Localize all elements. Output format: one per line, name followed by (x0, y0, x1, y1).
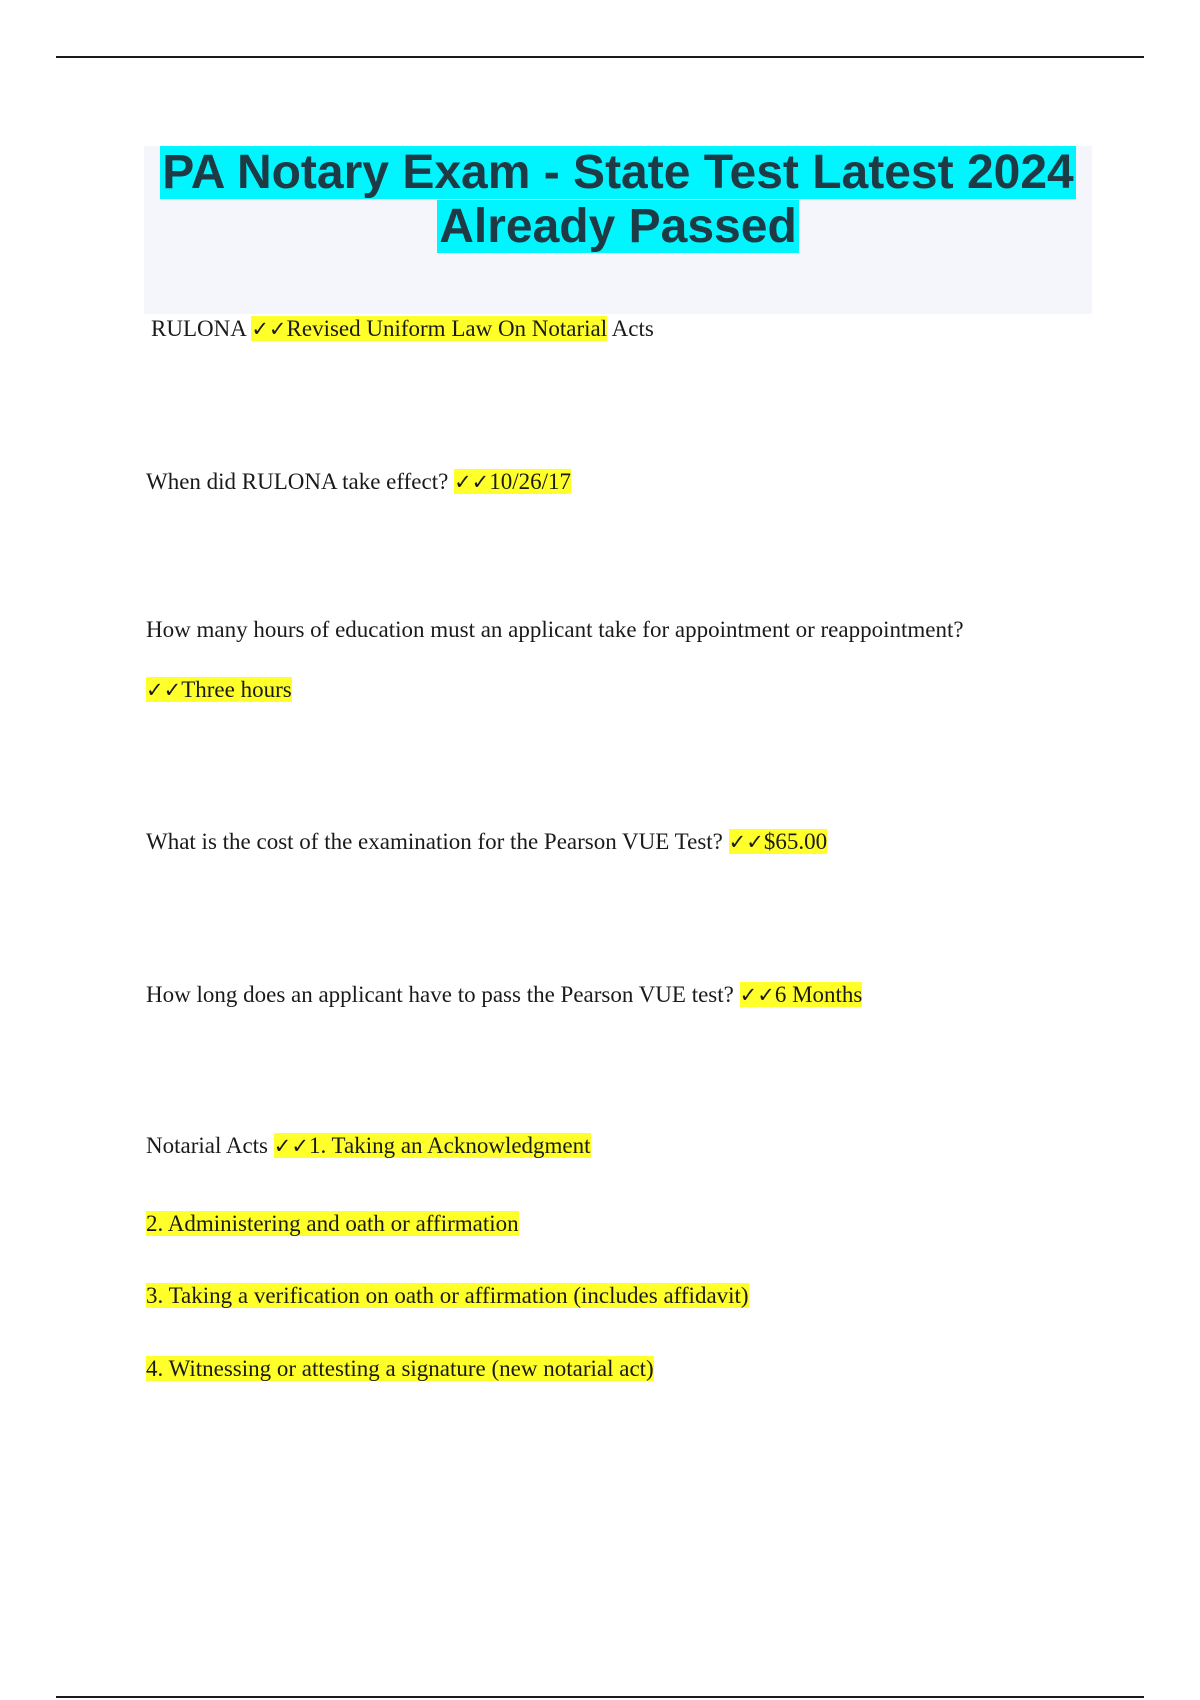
qa-item-notarial-acts (146, 1131, 591, 1161)
notarial-act-3 (146, 1281, 749, 1311)
qa-item-effective-date (146, 467, 571, 497)
question-text: How long does an applicant have to pass the Pearson VUE test? (146, 982, 740, 1007)
question-suffix: Acts (607, 316, 654, 341)
double-check-icon: ✓✓ (251, 317, 287, 341)
double-check-icon: ✓✓ (454, 470, 490, 494)
answer-text: Three hours (181, 677, 292, 702)
bottom-rule (56, 1696, 1144, 1698)
double-check-icon: ✓✓ (146, 678, 182, 702)
qa-answer-education-hours (146, 675, 292, 705)
answer-text: $65.00 (763, 829, 828, 854)
page-title-line-2: Already Passed (439, 200, 797, 253)
question-text: RULONA (151, 316, 252, 341)
answer-highlight (740, 982, 863, 1007)
answer-highlight (454, 469, 571, 494)
qa-item-exam-cost (146, 827, 827, 857)
double-check-icon: ✓✓ (273, 1134, 309, 1158)
page-title-line-1: PA Notary Exam - State Test Latest 2024 (162, 146, 1074, 199)
answer-highlight (146, 677, 292, 702)
double-check-icon: ✓✓ (728, 830, 764, 854)
top-rule (56, 56, 1144, 58)
answer-highlight (274, 1133, 591, 1158)
answer-text: 6 Months (774, 982, 863, 1007)
title-block (144, 146, 1092, 314)
answer-text: 2. Administering and oath or affirmation (146, 1211, 519, 1236)
question-text: How many hours of education must an applicant take for appointment or reappointment? (146, 617, 964, 642)
question-text: When did RULONA take effect? (146, 469, 455, 494)
qa-item-pass-period (146, 980, 862, 1010)
notarial-act-2 (146, 1209, 519, 1239)
answer-highlight (729, 829, 827, 854)
qa-item-rulona (151, 314, 654, 344)
answer-text: 10/26/17 (489, 469, 572, 494)
answer-text: 4. Witnessing or attesting a signature (new notarial act) (146, 1356, 654, 1381)
qa-item-education-hours (146, 615, 964, 645)
answer-text: 3. Taking a verification on oath or affirmation (includes affidavit) (146, 1283, 749, 1308)
question-text: Notarial Acts (146, 1133, 274, 1158)
answer-text: 1. Taking an Acknowledgment (308, 1133, 591, 1158)
question-text: What is the cost of the examination for the Pearson VUE Test? (146, 829, 729, 854)
double-check-icon: ✓✓ (739, 983, 775, 1007)
answer-highlight (251, 316, 607, 341)
notarial-act-4 (146, 1354, 654, 1384)
answer-text: Revised Uniform Law On Notarial (286, 316, 608, 341)
